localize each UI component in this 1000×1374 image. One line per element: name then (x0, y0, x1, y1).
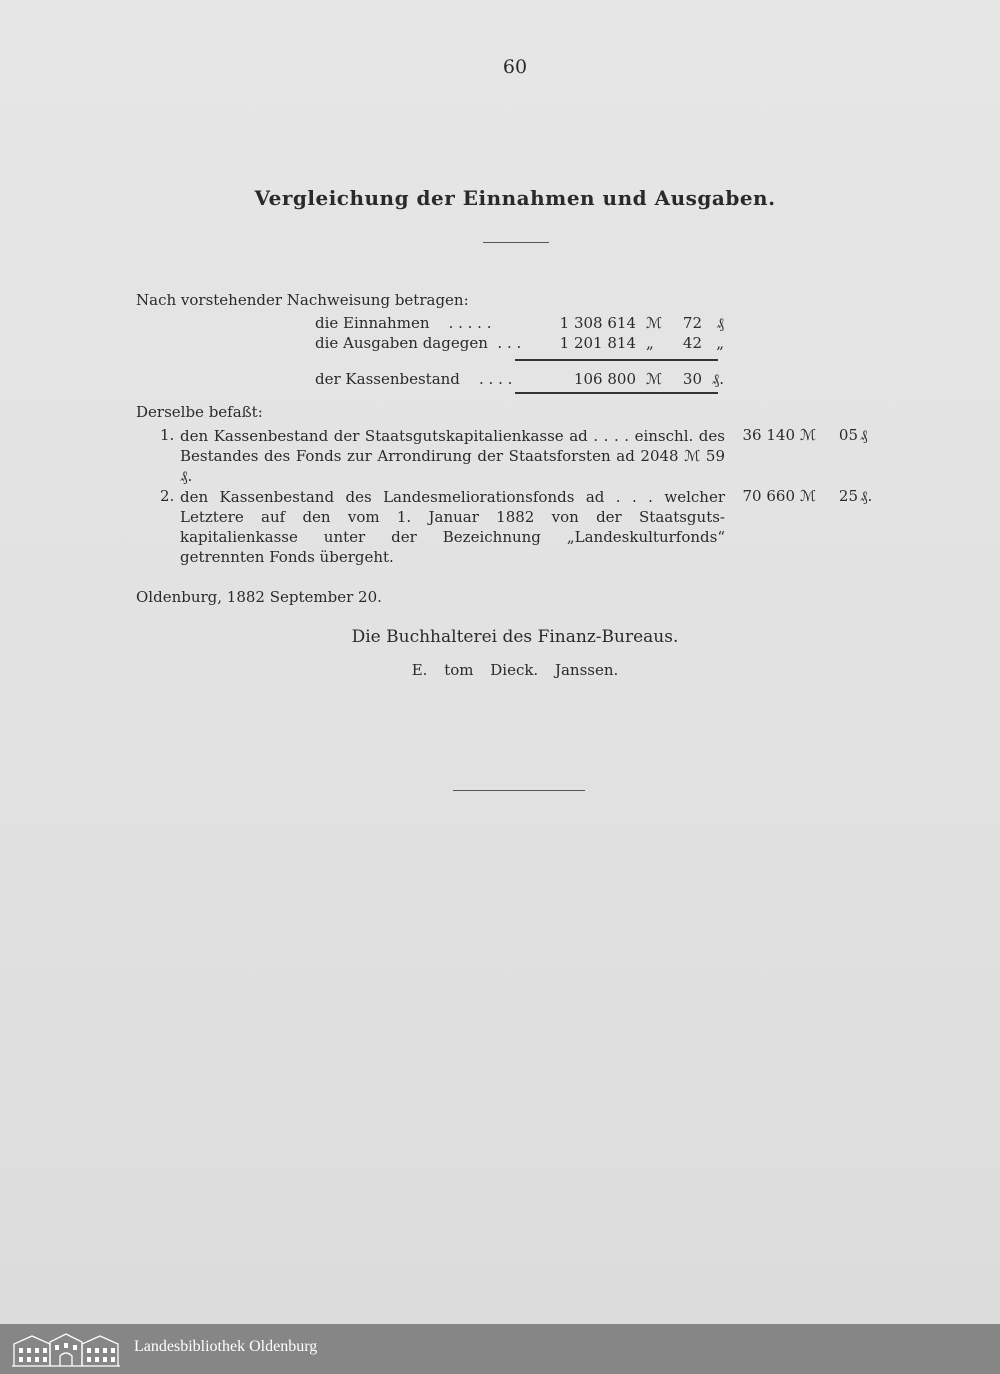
closing-rule (453, 790, 585, 791)
income-amount: 1 308 614 (559, 314, 636, 332)
item-2-text: den Kassenbestand des Landesmeliorationsfonds ad . . . welcher Letztere auf den vom 1. Januar 1882 von der Staatsguts-kapitalienkasse unter der Bezeichnung „Landeskulturfonds“ getrennten Fonds übergeht. (180, 488, 725, 566)
title-divider (483, 242, 549, 243)
balance-amount: 106 800 (573, 370, 636, 388)
item-1-pfennig-unit: ₰ (860, 426, 868, 444)
library-building-icon (10, 1330, 122, 1368)
library-name: Landesbibliothek Oldenburg (134, 1338, 318, 1355)
expenses-pfennig: 42 (682, 334, 702, 352)
item-2-pfennig: 25 (838, 487, 858, 505)
balance-label: der Kassenbestand . . . . (315, 370, 513, 388)
expenses-pfennig-unit: „ (716, 334, 724, 352)
income-currency: ℳ (646, 314, 663, 332)
balance-currency: ℳ (646, 370, 663, 388)
signature-office: Die Buchhalterei des Finanz-Bureaus. (351, 627, 679, 647)
item-1-text: den Kassenbestand der Staatsgutskapitalienkasse ad . . . . einschl. des Bestandes des Fonds zur Arrondirung der Staatsforsten ad 2048 ℳ 59 ₰. (180, 427, 725, 485)
item-2-number: 2. (160, 487, 175, 505)
item-2-currency: ℳ (800, 487, 817, 505)
library-footer (0, 1324, 1000, 1374)
item-2-pfennig-unit: ₰. (860, 487, 873, 505)
income-pfennig-unit: ₰ (716, 314, 724, 332)
item-1-number: 1. (160, 426, 175, 444)
page-title: Vergleichung der Einnahmen und Ausgaben. (254, 186, 776, 210)
sum-rule-top (515, 359, 718, 361)
place-date: Oldenburg, 1882 September 20. (136, 588, 382, 606)
expenses-label: die Ausgaben dagegen . . . (315, 334, 522, 352)
income-pfennig: 72 (682, 314, 702, 332)
balance-pfennig-unit: ₰. (711, 370, 724, 388)
balance-pfennig: 30 (682, 370, 702, 388)
expenses-amount: 1 201 814 (559, 334, 636, 352)
page-number: 60 (502, 56, 528, 78)
item-1-currency: ℳ (800, 426, 817, 444)
intro-text: Nach vorstehender Nachweisung betragen: (136, 291, 469, 309)
signatories: E. tom Dieck. Janssen. (411, 661, 619, 679)
item-2-amount: 70 660 (742, 487, 795, 505)
derselbe-heading: Derselbe befaßt: (136, 403, 263, 421)
income-label: die Einnahmen . . . . . (315, 314, 492, 332)
item-1-amount: 36 140 (742, 426, 795, 444)
item-1-pfennig: 05 (838, 426, 858, 444)
sum-rule-bottom (515, 392, 718, 394)
expenses-currency: „ (646, 334, 654, 352)
